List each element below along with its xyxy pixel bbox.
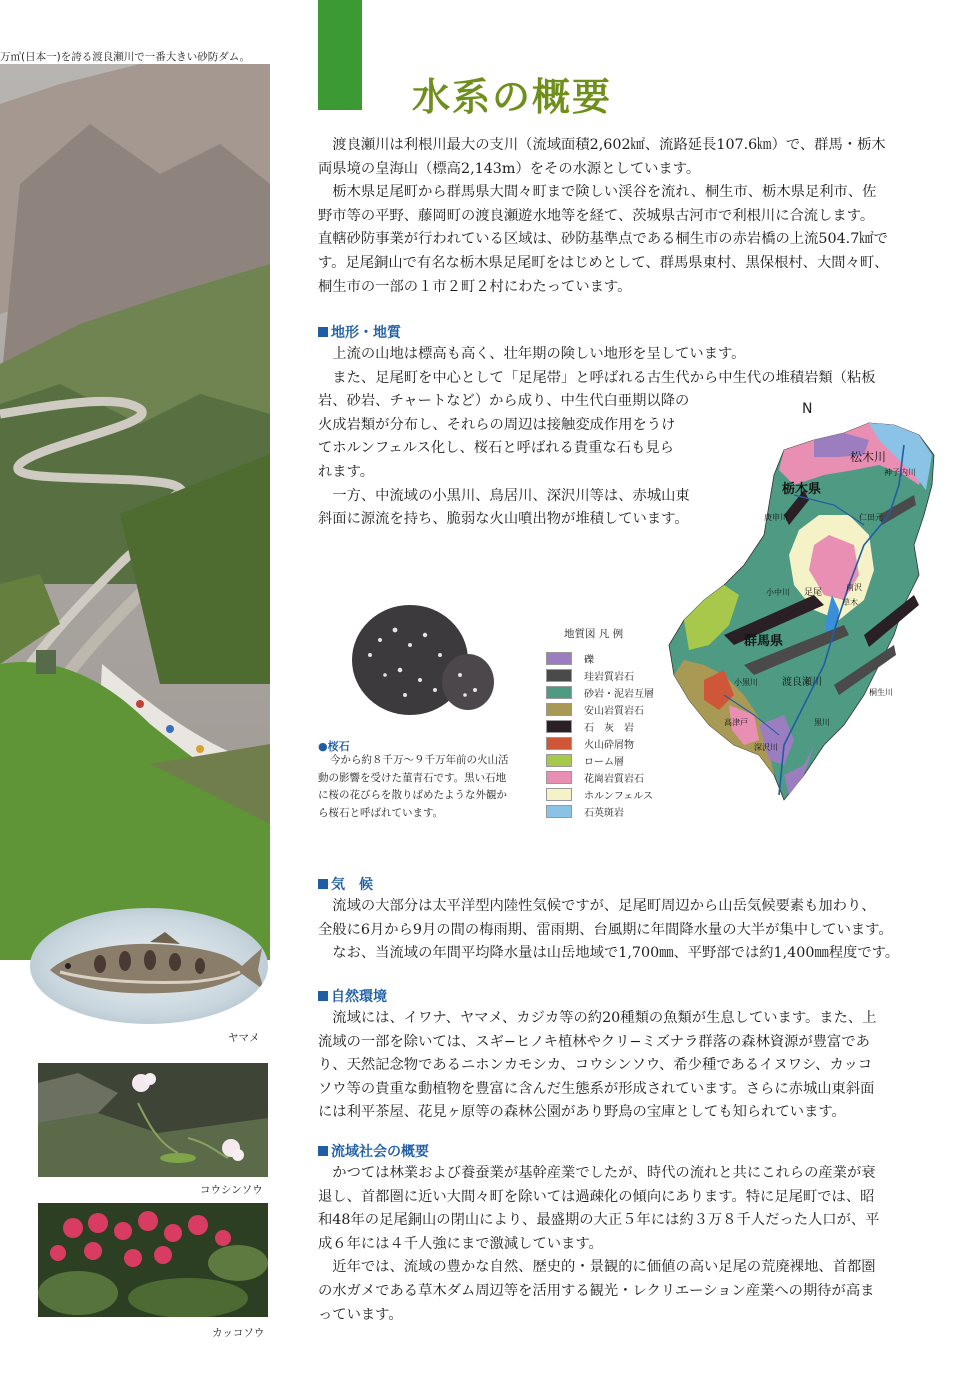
legend-swatch: [546, 686, 572, 699]
nature-paragraph: [318, 1007, 938, 1125]
kakkosou-caption: カッコソウ: [212, 1327, 265, 1339]
intro-line: 直轄砂防事業が行われている区域は、砂防基準点である桐生市の赤岩橋の上流504.7㎢で: [318, 231, 888, 248]
flower-illustration: [38, 1063, 268, 1177]
nature-line: 流域には、イワナ、ヤマメ、カジカ等の約20種類の魚類が生息しています。また、上: [332, 1010, 877, 1026]
legend-swatch: [546, 788, 572, 801]
landscape-photo: [0, 64, 270, 960]
nature-line: り、天然記念物であるニホンカモシカ、コウシンソウ、希少種であるイヌワシ、カッコ: [318, 1057, 873, 1074]
climate-line: 全般に6月から9月の間の梅雨期、雷雨期、台風期に年間降水量の大半が集中しています。: [318, 921, 893, 938]
fish-illustration: [30, 908, 268, 1024]
map-label-kusaki: 草木: [842, 598, 858, 607]
map-label-watarase: 渡良瀬川: [782, 677, 822, 688]
geology-heading-text: 地形・地質: [331, 325, 401, 341]
legend-item: [546, 752, 676, 769]
legend-label: ホルンフェルス: [584, 791, 653, 802]
intro-line: 渡良瀬川は利根川最大の支川（流域面積2,602㎢、流路延長107.6㎞）で、群馬・栃木: [332, 137, 886, 153]
society-line: 退し、首都圏に近い大間々町を除いては過疎化の傾向にあります。特に足尾町では、昭: [318, 1188, 875, 1205]
legend-label: 石 灰 岩: [584, 723, 634, 734]
climate-paragraph: [318, 895, 938, 966]
legend-item: [546, 786, 676, 803]
map-label-takatsudo: 高津戸: [724, 718, 748, 727]
society-heading: [318, 1141, 429, 1161]
society-paragraph: [318, 1162, 938, 1327]
legend-label: 砂岩・泥岩互層: [584, 689, 654, 700]
geology-heading: [318, 322, 401, 342]
yamame-caption: ヤマメ: [228, 1032, 260, 1044]
map-label-ashio: 足尾: [804, 588, 823, 598]
geology-line: 上流の山地は標高も高く、壮年期の険しい地形を呈しています。: [332, 346, 746, 362]
map-label-kokuroshi: 小黒川: [734, 678, 758, 687]
intro-line: す。足尾銅山で有名な栃木県足尾町をはじめとして、群馬県東村、黒保根村、大間々町、: [318, 254, 889, 271]
legend-swatch: [546, 720, 572, 733]
legend-swatch: [546, 669, 572, 682]
legend-item: [546, 667, 676, 684]
geology-line: 一方、中流域の小黒川、鳥居川、深沢川等は、赤城山東: [332, 487, 690, 504]
koushinsou-photo: [38, 1063, 268, 1177]
geology-line: 斜面に源流を持ち、脆弱な火山噴出物が堆積しています。: [318, 511, 689, 528]
society-line: 成６年には４千人強にまで激減しています。: [318, 1235, 603, 1252]
map-north-mark: N: [802, 401, 813, 417]
map-label-matsuki: 松木川: [850, 450, 887, 464]
legend-item: [546, 650, 676, 667]
intro-line: 両県境の皇海山（標高2,143m）をその水源としています。: [318, 160, 701, 177]
legend-item: [546, 769, 676, 786]
legend-swatch: [546, 771, 572, 784]
legend-swatch: [546, 805, 572, 818]
climate-heading-text: 気 候: [331, 877, 373, 893]
sakura-stone-photo: [350, 600, 500, 730]
geology-line: れます。: [318, 463, 375, 480]
geological-map-drawing: [664, 395, 954, 815]
legend-label: 石英斑岩: [584, 808, 624, 819]
kakkosou-photo: [38, 1203, 268, 1317]
koushinsou-caption: コウシンソウ: [200, 1184, 263, 1196]
map-label-kamiko: 神子内川: [884, 468, 916, 477]
map-label-gunma: 群馬県: [744, 634, 784, 649]
top-photo-caption: 万㎥(日本一)を誇る渡良瀬川で一番大きい砂防ダム。: [0, 51, 251, 63]
map-label-tochigi: 栃木県: [782, 482, 822, 497]
sakura-stone-label: ●桜石: [318, 740, 350, 753]
sakura-line: 動の影響を受けた菫青石です。黒い石地: [318, 771, 507, 784]
map-legend: [546, 626, 676, 820]
society-line: かつては林業および養蚕業が基幹産業でしたが、時代の流れと共にこれらの産業が衰: [332, 1165, 876, 1181]
bullet-square-icon: [318, 327, 328, 337]
geology-line: また、足尾町を中心として「足尾帯」と呼ばれる古生代から中生代の堆積岩類（粘板: [332, 369, 876, 386]
legend-label: 火山砕屑物: [584, 740, 634, 751]
legend-swatch: [546, 703, 572, 716]
legend-item: [546, 684, 676, 701]
legend-label: ローム層: [584, 757, 624, 768]
geology-line: 岩、砂岩、チャートなど）から成り、中生代白亜期以降の: [318, 393, 690, 410]
legend-label: 安山岩質岩石: [584, 706, 644, 717]
nature-line: には利平茶屋、花見ヶ原等の森林公園があり野鳥の宝庫としても知られています。: [318, 1104, 846, 1121]
map-label-kunai: 庚申川: [764, 513, 788, 522]
legend-label: 珪岩質岩石: [584, 672, 634, 683]
legend-item: [546, 735, 676, 752]
map-label-kuro: 黒川: [814, 718, 830, 727]
sakura-line: 今から約８千万〜９千万年前の火山活: [330, 754, 509, 766]
nature-heading-text: 自然環境: [331, 989, 387, 1005]
sakura-stone-description: [318, 752, 543, 822]
society-line: っています。: [318, 1306, 403, 1323]
bullet-square-icon: [318, 879, 328, 889]
legend-item: [546, 718, 676, 735]
bullet-square-icon: [318, 991, 328, 1001]
intro-paragraph: [318, 134, 918, 299]
map-label-hama: 南沢: [846, 583, 862, 592]
climate-heading: [318, 874, 373, 894]
bullet-square-icon: [318, 1146, 328, 1156]
stone-illustration: [350, 600, 500, 730]
page-title: 水系の概要: [412, 74, 613, 119]
legend-item: [546, 803, 676, 820]
map-label-shumai: 深沢川: [754, 743, 778, 752]
society-line: 和48年の足尾銅山の閉山により、最盛期の大正５年には約３万８千人だった人口が、平: [318, 1212, 880, 1229]
map-label-nisawa: 仁田元: [859, 513, 883, 522]
society-heading-text: 流域社会の概要: [331, 1144, 429, 1160]
legend-label: 花崗岩質岩石: [584, 774, 644, 785]
nature-line: 流域の一部を除いては、スギ−ヒノキ植林やクリ−ミズナラ群落の森林資源が豊富であ: [318, 1033, 870, 1050]
legend-label: 礫: [584, 655, 594, 666]
legend-swatch: [546, 754, 572, 767]
yamame-photo: [30, 908, 268, 1024]
landscape-illustration: [0, 64, 270, 960]
legend-item: [546, 701, 676, 718]
legend-swatch: [546, 652, 572, 665]
intro-line: 桐生市の一部の１市２町２村にわたっています。: [318, 278, 632, 295]
sakura-line: に桜の花びらを散りばめたような外観か: [318, 789, 507, 801]
climate-line: 流域の大部分は太平洋型内陸性気候ですが、足尾町周辺から山岳気候要素も加わり、: [332, 898, 876, 914]
intro-line: 野市等の平野、藤岡町の渡良瀬遊水地等を経て、茨城県古河市で利根川に合流します。: [318, 207, 875, 224]
geology-line: 火成岩類が分布し、それらの周辺は接触変成作用をうけ: [318, 416, 676, 433]
title-accent-bar: [318, 0, 362, 110]
legend-title: 地質図 凡 例: [564, 628, 624, 640]
nature-line: ソウ等の貴重な動植物を豊富に含んだ生態系が形成されています。さらに赤城山東斜面: [318, 1080, 875, 1097]
flower-illustration: [38, 1203, 268, 1317]
society-line: の水ガメである草木ダム周辺等を活用する観光・レクリエーション産業への期待が高ま: [318, 1282, 875, 1299]
geological-map: [664, 395, 954, 815]
map-label-kannon: 桐生川: [869, 688, 893, 697]
intro-line: 栃木県足尾町から群馬県大間々町まで険しい渓谷を流れ、桐生市、栃木県足利市、佐: [332, 184, 877, 201]
sakura-line: ら桜石と呼ばれています。: [318, 806, 444, 819]
legend-list: [546, 650, 676, 820]
nature-heading: [318, 986, 387, 1006]
map-label-kozawa: 小中川: [766, 588, 790, 597]
society-line: 近年では、流域の豊かな自然、歴史的・景観的に価値の高い足尾の荒廃裸地、首都圏: [332, 1259, 876, 1276]
geology-line: てホルンフェルス化し、桜石と呼ばれる貴重な石も見ら: [318, 440, 674, 457]
legend-swatch: [546, 737, 572, 750]
climate-line: なお、当流域の年間平均降水量は山岳地域で1,700㎜、平野部では約1,400㎜程度です。: [332, 945, 900, 962]
